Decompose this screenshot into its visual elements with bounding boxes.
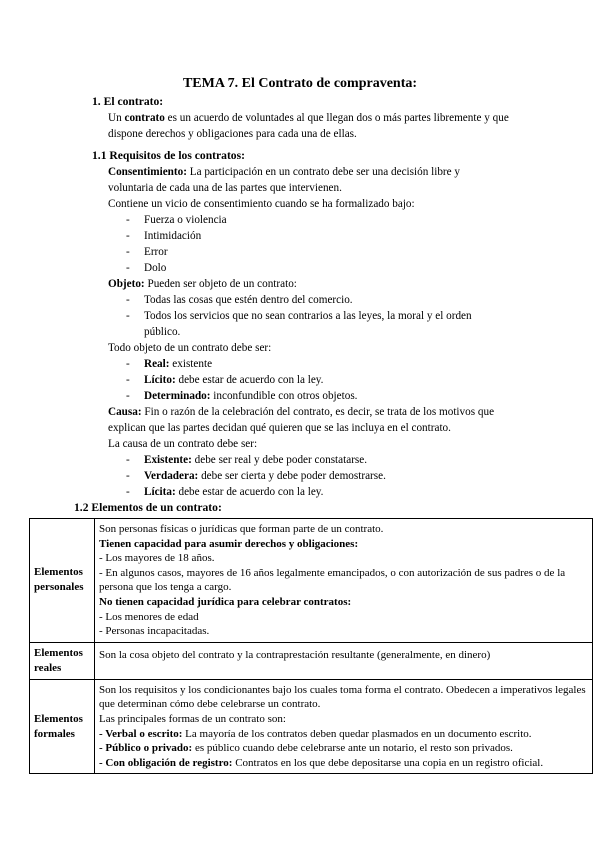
consentimiento-paragraph bbox=[108, 164, 492, 196]
item-term: Lícita: bbox=[144, 486, 176, 498]
item-term: - Con obligación de registro: bbox=[99, 756, 233, 769]
row-label: Elementos reales bbox=[30, 642, 95, 679]
item-term: Real: bbox=[144, 358, 170, 370]
list-item bbox=[108, 356, 532, 372]
causa-term: Causa: bbox=[108, 406, 142, 418]
objeto-term: Objeto: bbox=[108, 278, 145, 290]
row-label: Elementos personales bbox=[30, 519, 95, 643]
row-content bbox=[95, 679, 593, 774]
list-item: - Dolo bbox=[108, 260, 532, 276]
list-item bbox=[99, 727, 588, 742]
item-term: - Verbal o escrito: bbox=[99, 727, 183, 740]
no-capacidad-heading: No tienen capacidad jurídica para celebrar contratos: bbox=[99, 595, 352, 608]
vicios-list bbox=[108, 212, 532, 276]
item-text: La mayoría de los contratos deben quedar plasmados en un documento escrito. bbox=[182, 727, 532, 740]
document-title: TEMA 7. El Contrato de compraventa: bbox=[182, 76, 418, 91]
vicio-intro: Contiene un vicio de consentimiento cuando se ha formalizado bajo: bbox=[108, 198, 415, 210]
list-item: - Error bbox=[108, 244, 532, 260]
formales-intro: Son los requisitos y los condicionantes bajo los cuales toma forma el contrato. Obedecen a imperativos legales que determinan cómo debe celebrarse un contrato. bbox=[99, 683, 586, 711]
causa-paragraph bbox=[108, 404, 524, 436]
list-item: - Todas las cosas que estén dentro del comercio. bbox=[108, 292, 500, 308]
contract-definition bbox=[92, 110, 532, 142]
definition-term: contrato bbox=[124, 112, 165, 124]
consentimiento-text: La participación en un contrato debe ser una decisión libre y voluntaria de cada una de las partes que intervienen. bbox=[108, 166, 460, 194]
list-item bbox=[108, 388, 532, 404]
section-heading: 1. El contrato: bbox=[92, 95, 164, 108]
definition-prefix: Un bbox=[108, 112, 125, 124]
item-term: Lícito: bbox=[144, 374, 176, 386]
objeto-text: Pueden ser objeto de un contrato: bbox=[144, 278, 297, 290]
item-text: inconfundible con otros objetos. bbox=[210, 390, 358, 402]
list-item: - Todos los servicios que no sean contrarios a las leyes, la moral y el orden público. bbox=[108, 308, 500, 340]
item-text: debe ser real y debe poder constatarse. bbox=[191, 454, 368, 466]
item-text: es público cuando debe celebrarse ante un notario, el resto son privados. bbox=[192, 742, 513, 755]
causa-req-list bbox=[108, 452, 532, 500]
section-heading: 1.1 Requisitos de los contratos: bbox=[92, 149, 245, 162]
list-item bbox=[108, 452, 532, 468]
elementos-table bbox=[29, 518, 593, 774]
list-item bbox=[108, 484, 532, 500]
objeto-paragraph bbox=[108, 276, 532, 292]
item-term: Verdadera: bbox=[144, 470, 199, 482]
item-term: - Público o privado: bbox=[99, 742, 193, 755]
list-item: - Fuerza o violencia bbox=[108, 212, 532, 228]
list-item: - Los menores de edad bbox=[99, 610, 199, 623]
list-item bbox=[108, 468, 532, 484]
item-text: debe estar de acuerdo con la ley. bbox=[175, 374, 324, 386]
list-item bbox=[108, 372, 532, 388]
table-row bbox=[30, 642, 593, 679]
item-text: debe ser cierta y debe poder demostrarse. bbox=[198, 470, 386, 482]
definition-text: es un acuerdo de voluntades al que llegan dos o más partes libremente y que dispone derechos y obligaciones para cada una de ellas. bbox=[108, 112, 509, 140]
table-row bbox=[30, 519, 593, 643]
section-el-contrato bbox=[92, 94, 532, 142]
list-item: - Los mayores de 18 años. bbox=[99, 552, 215, 565]
causa-req-intro: La causa de un contrato debe ser: bbox=[108, 438, 258, 450]
personales-intro: Son personas físicas o jurídicas que forman parte de un contrato. bbox=[99, 523, 384, 535]
list-item: - Personas incapacitadas. bbox=[99, 625, 210, 638]
list-item bbox=[99, 756, 588, 771]
list-item: - En algunos casos, mayores de 16 años legalmente emancipados, o con autorización de sus padres o de la persona que los tenga a cargo. bbox=[99, 566, 566, 594]
requisitos-body bbox=[92, 164, 532, 500]
row-content bbox=[95, 642, 593, 679]
objeto-list bbox=[108, 292, 500, 340]
item-term: Existente: bbox=[144, 454, 192, 466]
item-text: existente bbox=[169, 358, 213, 370]
causa-text: Fin o razón de la celebración del contrato, es decir, se trata de los motivos que explican que las partes decidan qué quieren que se las incluya en el contrato. bbox=[108, 406, 495, 434]
item-term: Determinado: bbox=[144, 390, 211, 402]
row-content bbox=[95, 519, 593, 643]
row-label: Elementos formales bbox=[30, 679, 95, 774]
section-requisitos bbox=[92, 148, 532, 500]
objeto-req-list bbox=[108, 356, 532, 404]
formas-intro: Las principales formas de un contrato son: bbox=[99, 712, 286, 725]
list-item: - Intimidación bbox=[108, 228, 532, 244]
capacidad-heading: Tienen capacidad para asumir derechos y obligaciones: bbox=[99, 537, 359, 550]
consentimiento-term: Consentimiento: bbox=[108, 166, 187, 178]
section-heading-elementos: 1.2 Elementos de un contrato: bbox=[74, 501, 222, 514]
table-row bbox=[30, 679, 593, 774]
item-text: debe estar de acuerdo con la ley. bbox=[175, 486, 324, 498]
objeto-req-intro: Todo objeto de un contrato debe ser: bbox=[108, 342, 272, 354]
list-item bbox=[99, 741, 588, 756]
reales-text: Son la cosa objeto del contrato y la contraprestación resultante (generalmente, en dinero) bbox=[99, 648, 491, 661]
item-text: Contratos en los que debe depositarse una copia en un registro oficial. bbox=[232, 756, 544, 769]
